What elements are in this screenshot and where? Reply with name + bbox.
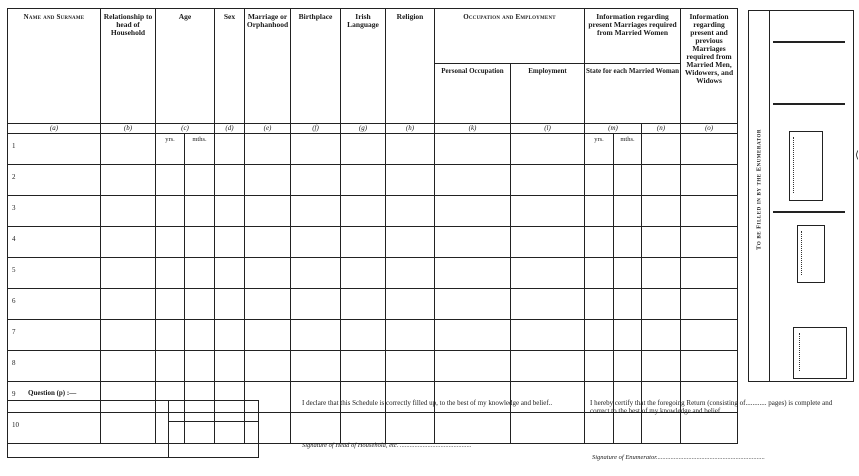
irish-cell[interactable] (341, 196, 386, 227)
irish-cell[interactable] (341, 351, 386, 382)
birthplace-cell[interactable] (291, 196, 341, 227)
n-cell[interactable] (642, 134, 681, 165)
marriage-cell[interactable] (245, 320, 291, 351)
row-number: 5 (8, 258, 101, 289)
col-religion-header: Religion (386, 9, 435, 124)
row-number: 1 (8, 134, 101, 165)
n-cell[interactable] (642, 165, 681, 196)
relationship-cell[interactable] (101, 351, 156, 382)
previous-marriages-cell[interactable] (681, 196, 738, 227)
relationship-cell[interactable] (101, 165, 156, 196)
relationship-cell[interactable] (101, 134, 156, 165)
letter-label: (a) (8, 124, 101, 134)
age-months-cell[interactable] (185, 165, 215, 196)
m-months-cell[interactable] (614, 289, 642, 320)
employment-cell[interactable] (511, 413, 585, 444)
age-years-cell[interactable] (156, 227, 185, 258)
row-number: 7 (8, 320, 101, 351)
age-months-cell[interactable] (185, 320, 215, 351)
letter-label: (k) (435, 124, 511, 134)
household-row (8, 165, 738, 196)
m-years-cell[interactable] (585, 258, 614, 289)
row-number: 6 (8, 289, 101, 320)
religion-cell[interactable] (386, 320, 435, 351)
age-years-cell[interactable] (156, 289, 185, 320)
occupation-cell[interactable] (435, 134, 511, 165)
household-row (8, 289, 738, 320)
household-row (8, 134, 738, 165)
letter-label: (h) (386, 124, 435, 134)
age-months-cell[interactable] (185, 351, 215, 382)
row-number: 2 (8, 165, 101, 196)
age-months-cell[interactable] (185, 227, 215, 258)
n-cell[interactable] (642, 258, 681, 289)
m-months-cell[interactable] (614, 320, 642, 351)
col-sex-header: Sex (215, 9, 245, 124)
divider (773, 41, 845, 43)
religion-cell[interactable] (386, 227, 435, 258)
employment-cell[interactable] (511, 289, 585, 320)
letter-label: (m) (585, 124, 642, 134)
birthplace-cell[interactable] (291, 351, 341, 382)
sex-cell[interactable] (215, 289, 245, 320)
dotted-guide (793, 137, 794, 193)
n-cell[interactable] (642, 320, 681, 351)
sex-cell[interactable] (215, 196, 245, 227)
age-months-cell[interactable] (185, 258, 215, 289)
employment-cell[interactable] (511, 227, 585, 258)
irish-cell[interactable] (341, 289, 386, 320)
letter-label: (c) (156, 124, 215, 134)
marriage-cell[interactable] (245, 227, 291, 258)
m-years-unit: yrs. (585, 134, 614, 165)
col-irish-header: Irish Language (341, 9, 386, 124)
religion-cell[interactable] (386, 196, 435, 227)
letter-label: (o) (681, 124, 738, 134)
birthplace-cell[interactable] (291, 413, 341, 444)
employment-cell[interactable] (511, 320, 585, 351)
household-row (8, 196, 738, 227)
religion-cell[interactable] (386, 165, 435, 196)
birthplace-cell[interactable] (291, 227, 341, 258)
sex-cell[interactable] (215, 134, 245, 165)
col-married-women-header: Information regarding present Marriages required from Married Women (585, 9, 681, 64)
irish-cell[interactable] (341, 165, 386, 196)
census-table (7, 8, 738, 444)
household-row (8, 227, 738, 258)
row-number: 8 (8, 351, 101, 382)
certification-block (590, 399, 850, 415)
m-years-cell[interactable] (585, 413, 614, 444)
question-box-divider (168, 401, 169, 457)
divider (773, 103, 845, 105)
relationship-cell[interactable] (101, 196, 156, 227)
religion-cell[interactable] (386, 413, 435, 444)
declaration-block (302, 399, 562, 407)
enumerator-label: To be Filled in by the Enumerator (755, 129, 763, 250)
religion-cell[interactable] (386, 134, 435, 165)
sex-cell[interactable] (215, 165, 245, 196)
enumerator-signature-line[interactable]: Signature of Enumerator................................................................... (592, 454, 765, 461)
birthplace-cell[interactable] (291, 258, 341, 289)
age-years-cell[interactable] (156, 258, 185, 289)
religion-cell[interactable] (386, 289, 435, 320)
employment-cell[interactable] (511, 165, 585, 196)
employment-cell[interactable] (511, 196, 585, 227)
m-months-cell[interactable] (614, 196, 642, 227)
col-relationship-header: Relationship to head of Household (101, 9, 156, 124)
m-years-cell[interactable] (585, 320, 614, 351)
irish-cell[interactable] (341, 258, 386, 289)
marriage-cell[interactable] (245, 289, 291, 320)
m-years-cell[interactable] (585, 289, 614, 320)
dotted-guide (801, 231, 802, 275)
age-months-cell[interactable] (185, 289, 215, 320)
birthplace-cell[interactable] (291, 134, 341, 165)
marriage-cell[interactable] (245, 351, 291, 382)
question-box-divider (168, 421, 258, 422)
letter-label: (f) (291, 124, 341, 134)
marriage-cell[interactable] (245, 258, 291, 289)
age-years-cell[interactable] (156, 165, 185, 196)
previous-marriages-cell[interactable] (681, 165, 738, 196)
divider (773, 211, 845, 213)
col-marriage-header: Marriage or Orphanhood (245, 9, 291, 124)
employment-cell[interactable] (511, 258, 585, 289)
letter-label: (e) (245, 124, 291, 134)
col-occupation-header: Occupation and Employment (435, 9, 585, 64)
m-months-cell[interactable] (614, 413, 642, 444)
occupation-cell[interactable] (435, 165, 511, 196)
marriage-cell[interactable] (245, 134, 291, 165)
irish-cell[interactable] (341, 227, 386, 258)
question-box[interactable] (7, 400, 259, 458)
n-cell[interactable] (642, 289, 681, 320)
occupation-cell[interactable] (435, 258, 511, 289)
previous-marriages-cell[interactable] (681, 351, 738, 382)
col-previous-marriages-header: Information regarding present and previous Marriages required from Married Men, Widowers, and Widows (681, 9, 738, 124)
age-years-cell[interactable] (156, 351, 185, 382)
employment-cell[interactable] (511, 134, 585, 165)
row-number: 10 (8, 413, 101, 444)
declaration-text: I declare that this Schedule is correctly filled up, to the best of my knowledge and belief.. (302, 399, 553, 407)
n-cell[interactable] (642, 196, 681, 227)
employment-cell[interactable] (511, 382, 585, 413)
col-birthplace-header: Birthplace (291, 9, 341, 124)
col-name-header: Name and Surname (8, 9, 101, 124)
irish-cell[interactable] (341, 382, 386, 413)
m-months-cell[interactable] (614, 165, 642, 196)
previous-marriages-cell[interactable] (681, 289, 738, 320)
household-row (8, 258, 738, 289)
m-months-cell[interactable] (614, 227, 642, 258)
n-cell[interactable] (642, 351, 681, 382)
sex-cell[interactable] (215, 351, 245, 382)
previous-marriages-cell[interactable] (681, 258, 738, 289)
religion-cell[interactable] (386, 351, 435, 382)
question-label: Question (p) :— (28, 389, 77, 397)
enumerator-box[interactable] (793, 327, 847, 379)
occupation-cell[interactable] (435, 227, 511, 258)
sex-cell[interactable] (215, 320, 245, 351)
marriage-cell[interactable] (245, 196, 291, 227)
previous-marriages-cell[interactable] (681, 320, 738, 351)
letter-label: (d) (215, 124, 245, 134)
enumerator-panel (748, 10, 854, 382)
household-row (8, 351, 738, 382)
n-cell[interactable] (642, 413, 681, 444)
dotted-guide (799, 333, 800, 371)
birthplace-cell[interactable] (291, 165, 341, 196)
previous-marriages-cell[interactable] (681, 413, 738, 444)
col-employment-header: Employment (511, 64, 585, 124)
col-age-header: Age (156, 9, 215, 124)
marriage-cell[interactable] (245, 165, 291, 196)
m-years-cell[interactable] (585, 351, 614, 382)
n-cell[interactable] (642, 227, 681, 258)
letter-label: (l) (511, 124, 585, 134)
irish-cell[interactable] (341, 413, 386, 444)
letter-label: (g) (341, 124, 386, 134)
row-number: 9 (8, 382, 101, 413)
header-row (8, 9, 738, 64)
age-years-unit: yrs. (156, 134, 185, 165)
certification-text: I hereby certify that the foregoing Return (consisting of............ pages) is complete and correct to the best of my knowledge and belief. (590, 399, 833, 415)
religion-cell[interactable] (386, 382, 435, 413)
relationship-cell[interactable] (101, 227, 156, 258)
letters-row (8, 124, 738, 134)
birthplace-cell[interactable] (291, 382, 341, 413)
m-years-cell[interactable] (585, 165, 614, 196)
relationship-cell[interactable] (101, 289, 156, 320)
occupation-cell[interactable] (435, 351, 511, 382)
occupation-cell[interactable] (435, 289, 511, 320)
irish-cell[interactable] (341, 320, 386, 351)
age-years-cell[interactable] (156, 320, 185, 351)
employment-cell[interactable] (511, 351, 585, 382)
col-state-header: State for each Married Woman (585, 64, 681, 124)
brace-mark: ⟨ (855, 150, 859, 161)
m-years-cell[interactable] (585, 227, 614, 258)
enumerator-label-strip (749, 11, 770, 381)
religion-cell[interactable] (386, 258, 435, 289)
letter-label: (n) (642, 124, 681, 134)
age-years-cell[interactable] (156, 196, 185, 227)
birthplace-cell[interactable] (291, 289, 341, 320)
occupation-cell[interactable] (435, 196, 511, 227)
previous-marriages-cell[interactable] (681, 134, 738, 165)
occupation-cell[interactable] (435, 320, 511, 351)
household-row (8, 320, 738, 351)
irish-cell[interactable] (341, 134, 386, 165)
head-signature-line[interactable]: Signature of Head of Household, etc. ............................................ (302, 442, 472, 449)
m-months-cell[interactable] (614, 351, 642, 382)
occupation-cell[interactable] (435, 382, 511, 413)
occupation-cell[interactable] (435, 413, 511, 444)
m-months-unit: mths. (614, 134, 642, 165)
sex-cell[interactable] (215, 227, 245, 258)
relationship-cell[interactable] (101, 320, 156, 351)
previous-marriages-cell[interactable] (681, 227, 738, 258)
row-number: 4 (8, 227, 101, 258)
m-months-cell[interactable] (614, 258, 642, 289)
birthplace-cell[interactable] (291, 320, 341, 351)
relationship-cell[interactable] (101, 258, 156, 289)
row-number: 3 (8, 196, 101, 227)
enumerator-box[interactable] (789, 131, 823, 201)
col-personal-occupation-header: Personal Occupation (435, 64, 511, 124)
m-years-cell[interactable] (585, 196, 614, 227)
age-months-cell[interactable] (185, 196, 215, 227)
enumerator-grid (769, 11, 849, 381)
letter-label: (b) (101, 124, 156, 134)
sex-cell[interactable] (215, 258, 245, 289)
age-months-unit: mths. (185, 134, 215, 165)
